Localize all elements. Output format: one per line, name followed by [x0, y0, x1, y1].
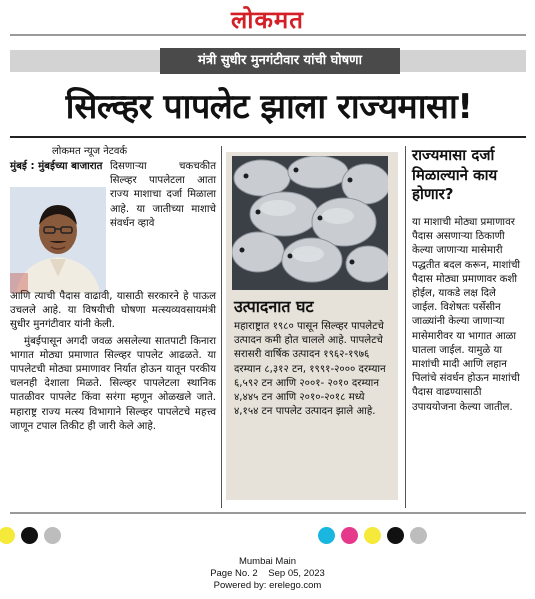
minister-portrait-icon	[10, 187, 106, 293]
footer-edition: Mumbai Main	[238, 556, 297, 567]
pomfret-photo	[232, 156, 388, 290]
article-continuation: आणि त्याची पैदास वाढावी, यासाठी सरकारने हे पाऊल उचलले आहे. या विषयीची घोषणा मत्स्यव्यवसायमंत्री सुधीर मुनगंटीवार यांनी केली.	[10, 291, 216, 331]
masthead-logo: लोकमत	[231, 5, 304, 34]
footer-page-date: Page No. 2 Sep 05, 2023	[210, 568, 325, 579]
kicker: मंत्री सुधीर मुनगंटीवार यांची घोषणा	[160, 48, 400, 74]
state-fish-text: या माशाची मोठ्या प्रमाणावर पैदास असणाऱ्या ठिकाणी केल्या जाणाऱ्या मासेमारी पद्धतीत बदल करून, माशांची पैदास मोठ्या प्रमाणावर कशी होईल, याकडे लक्ष दिले जाईल. विशेषतः पर्सेसीन जाळ्यांनी केल्या जाणाऱ्या मासेमारीवर या भागात आळा घातला जाईल. यामुळे या माशांची मादी आणि लहान पिलांचे संवर्धन होऊन माशांची पैदास वाढण्यासाठी उपाययोजना केल्या जातील.	[412, 217, 521, 413]
state-fish-heading: राज्यमासा दर्जा मिळाल्याने काय होणार?	[412, 146, 498, 203]
article-body	[10, 290, 216, 436]
register-mark-dot	[364, 527, 381, 544]
minister-photo	[10, 187, 106, 293]
page-footer	[0, 556, 535, 592]
production-heading: उत्पादनात घट	[234, 297, 314, 316]
footer-powered-by: Powered by: erelego.com	[213, 580, 322, 591]
register-mark-dot	[410, 527, 427, 544]
headline-rule	[10, 136, 526, 138]
register-mark-dot	[341, 527, 358, 544]
column-divider	[221, 146, 222, 508]
production-text: महाराष्ट्रात १९८० पासून सिल्व्हर पापलेटचे उत्पादन कमी होत चालले आहे. पापलेटचे सरासरी वार्षिक उत्पादन १९६२-१९७६ दरम्यान ८,३१२ टन, १९९१-२००० दरम्यान ६,५९२ टन आणि २००१- २०१० दरम्यान ४,४४५ टन आणि २०१०-२०१८ मध्ये ४,१५४ टन पापलेट उत्पादन झाले आहे.	[234, 321, 386, 418]
register-mark-dot	[387, 527, 404, 544]
headline: सिल्व्हर पापलेट झाला राज्यमासा!	[65, 87, 473, 127]
column-divider	[405, 146, 406, 508]
bottom-rule	[10, 512, 526, 514]
register-mark-dot	[0, 527, 15, 544]
article-lead-text: दिसणाऱ्या चकचकीत सिल्व्हर पापलेटला आता राज्य माशाचा दर्जा मिळाला आहे. या जातीच्या माशाचे संवर्धन व्हावे	[110, 161, 216, 229]
byline: लोकमत न्यूज नेटवर्क	[52, 146, 128, 157]
register-mark-dot	[44, 527, 61, 544]
register-mark-dot	[21, 527, 38, 544]
masthead-rule	[10, 34, 526, 36]
pomfret-fish-icon	[232, 156, 388, 290]
article-dateline: मुंबई : मुंबईच्या बाजारात	[10, 161, 103, 172]
article-paragraph-2: मुंबईपासून अगदी जवळ असलेल्या सातपाटी किनारा भागात मोठ्या प्रमाणात सिल्व्हर पापलेट आढळते. या पापलेटची मोठ्या प्रमाणावर निर्यात होऊन यातून परकीय चलनही देशाला मिळते. सिल्व्हर पापलेटला स्थानिक पातळीवर पापलेट किंवा सरंगा म्हणून ओळखले जाते. महाराष्ट्र राज्य मत्स्य विभागाने सिल्व्हर पापलेटचे महत्त्व जाणून टपाल तिकीट ही जारी केले आहे.	[10, 335, 216, 432]
register-mark-dot	[318, 527, 335, 544]
